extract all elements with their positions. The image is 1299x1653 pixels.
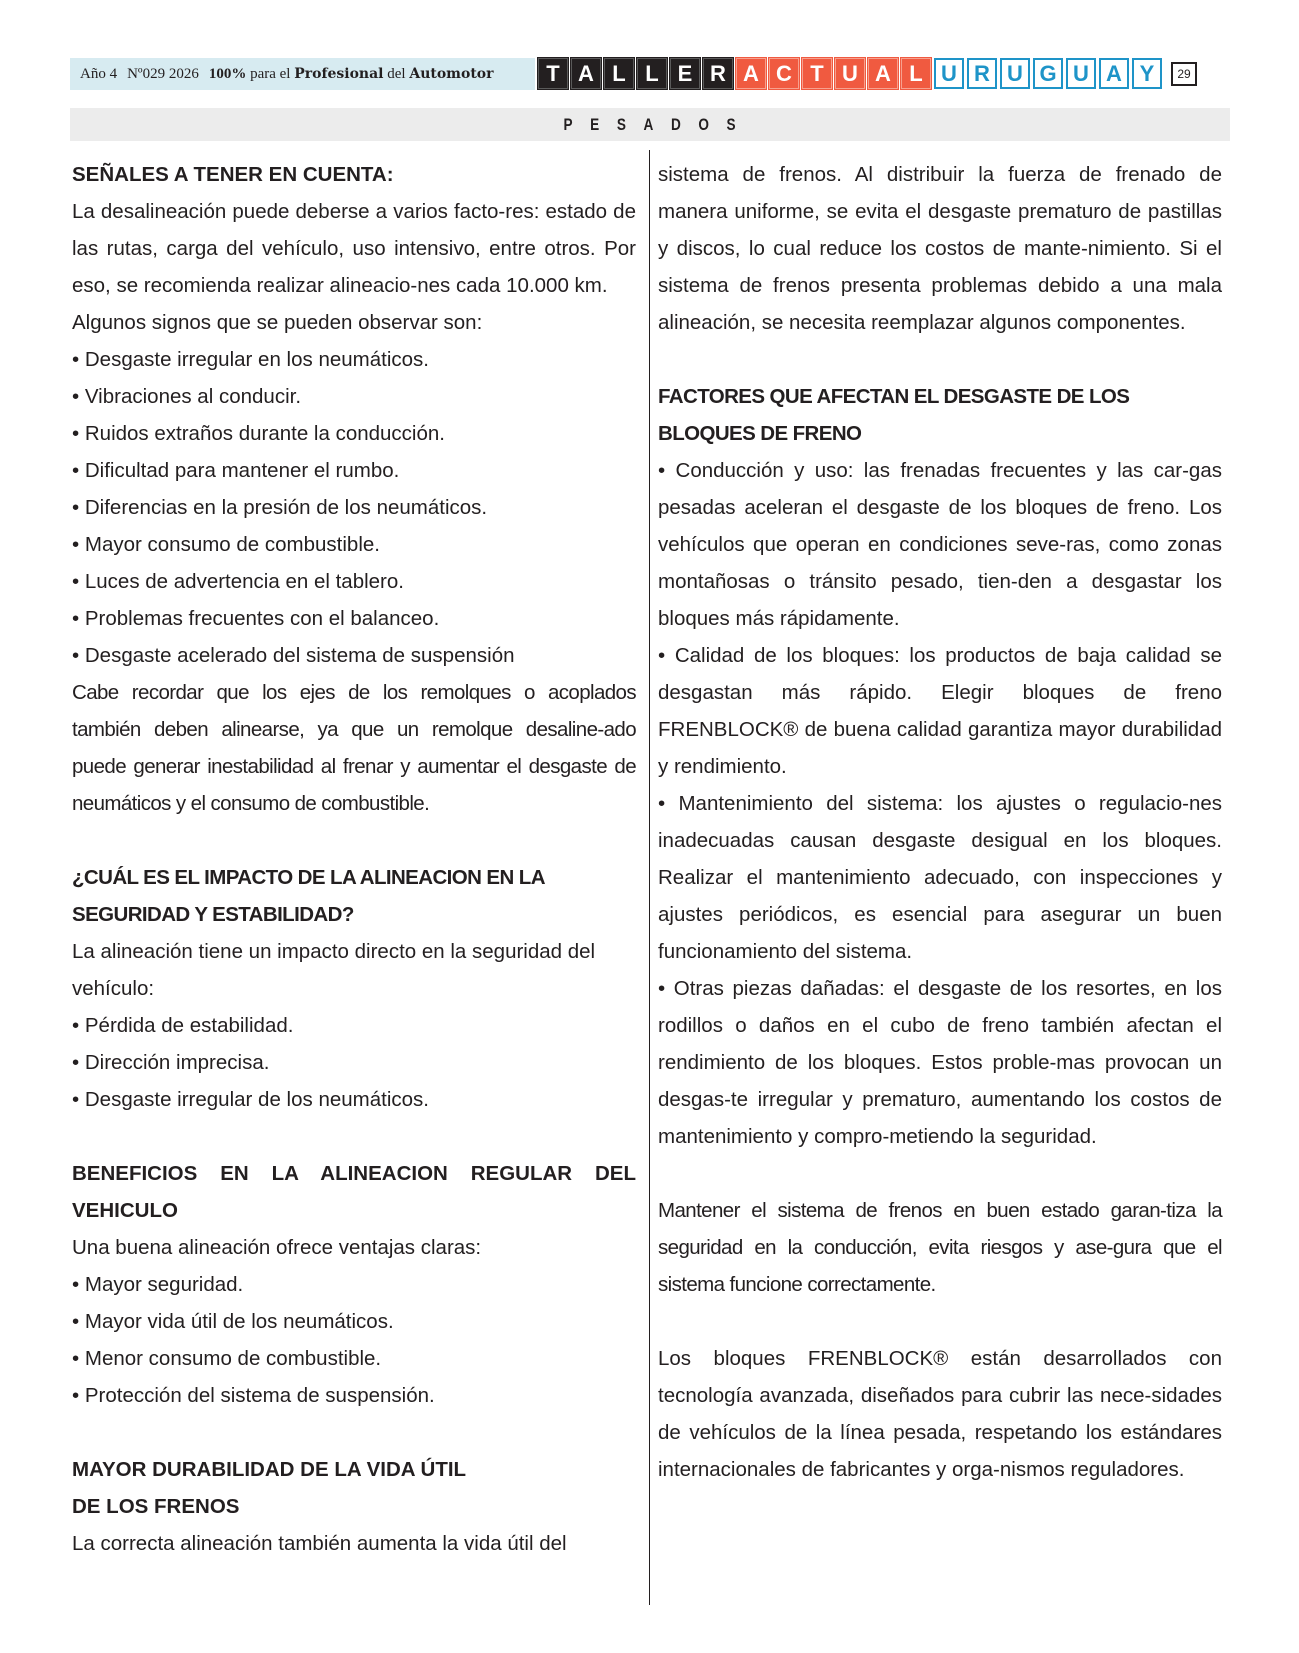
tagline-para: para el [250,65,291,82]
paragraph: La alineación tiene un impacto directo en la seguridad del vehículo: [72,940,596,1000]
paragraph: La correcta alineación también aumenta la vida útil del [72,1532,567,1555]
section-title: PESADOS [563,114,754,134]
list-item: • Calidad de los bloques: los productos de baja calidad se desgastan más rápido. Elegir bloques de freno FRENBLOCK® de buena calidad garantiza mayor durabilidad y rendimiento. [658,644,1222,778]
list-item: • Conducción y uso: las frenadas frecuentes y las car-gas pesadas aceleran el desgaste de los bloques de freno. Los vehículos que operan en condiciones seve-ras, como zonas montañosas o tránsito pesado, tien-den a desgastar los bloques más rápidamente. [658,459,1222,630]
logo-letter: U [835,58,865,89]
list-item: • Luces de advertencia en el tablero. [72,570,404,593]
tagline-automotor: Automotor [409,66,494,82]
logo-letter: T [802,58,832,89]
left-column [72,156,636,1562]
list-item: • Pérdida de estabilidad. [72,1014,294,1037]
list-item: • Desgaste irregular de los neumáticos. [72,1088,429,1111]
tagline-percent: 100% [208,65,247,82]
list-item: • Desgaste acelerado del sistema de suspensión [72,644,515,667]
heading-factores: FACTORES QUE AFECTAN EL DESGASTE DE LOS BLOQUES DE FRENO [658,385,1130,445]
section-bar [70,108,1230,141]
logo-letter: R [967,58,997,89]
logo-letter: U [934,58,964,89]
page-number: 29 [1171,62,1197,86]
tagline-del: del [387,65,406,82]
list-item: • Protección del sistema de suspensión. [72,1384,435,1407]
logo-letter: C [769,58,799,89]
logo-letter: L [637,58,667,89]
logo-letter: U [1066,58,1096,89]
issue-year: Año 4 [80,65,118,82]
paragraph: Cabe recordar que los ejes de los remolques o acoplados también deben alinearse, ya que un remolque desaline-ado puede generar inestabilidad al frenar y aumentar el desgaste de neumáticos y el consumo de combustible. [72,681,636,815]
logo-letter: A [868,58,898,89]
logo-letter: A [571,58,601,89]
logo-letter: U [1000,58,1030,89]
list-item: • Dificultad para mantener el rumbo. [72,459,400,482]
logo-letter: Y [1132,58,1162,89]
paragraph: Algunos signos que se pueden observar son: [72,311,483,334]
paragraph: Mantener el sistema de frenos en buen estado garan-tiza la seguridad en la conducción, evita riesgos y ase-gura que el sistema funcione correctamente. [658,1199,1222,1296]
column-divider [649,150,650,1605]
issue-info [70,58,535,90]
list-item: • Mayor vida útil de los neumáticos. [72,1310,394,1333]
list-item: • Menor consumo de combustible. [72,1347,382,1370]
list-item: • Mayor consumo de combustible. [72,533,380,556]
heading-durabilidad-line2: DE LOS FRENOS [72,1495,240,1518]
logo-letter: T [538,58,568,89]
taller-actual-uruguay-logo [538,58,1197,90]
paragraph: La desalineación puede deberse a varios facto-res: estado de las rutas, carga del vehículo, uso intensivo, entre otros. Por eso, se recomienda realizar alineacio-nes cada 10.000 km. [72,200,636,297]
tagline-profesional: Profesional [294,66,384,82]
list-item: • Diferencias en la presión de los neumáticos. [72,496,488,519]
logo-letter: L [604,58,634,89]
logo-letter: L [901,58,931,89]
list-item: • Desgaste irregular en los neumáticos. [72,348,429,371]
logo-letter: R [703,58,733,89]
logo-letter: G [1033,58,1063,89]
list-item: • Problemas frecuentes con el balanceo. [72,607,440,630]
heading-senales: SEÑALES A TENER EN CUENTA: [72,163,394,186]
paragraph: Una buena alineación ofrece ventajas claras: [72,1236,482,1259]
heading-beneficios: BENEFICIOS EN LA ALINEACION REGULAR DEL VEHICULO [72,1162,636,1222]
right-column [658,156,1222,1488]
logo-letter: A [1099,58,1129,89]
masthead [70,58,1230,90]
logo-letter: E [670,58,700,89]
list-item: • Dirección imprecisa. [72,1051,270,1074]
paragraph: sistema de frenos. Al distribuir la fuerza de frenado de manera uniforme, se evita el desgaste prematuro de pastillas y discos, lo cual reduce los costos de mante-nimiento. Si el sistema de frenos presenta problemas debido a una mala alineación, se necesita reemplazar algunos componentes. [658,163,1222,334]
heading-durabilidad-line1: MAYOR DURABILIDAD DE LA VIDA ÚTIL [72,1458,467,1481]
paragraph: Los bloques FRENBLOCK® están desarrollados con tecnología avanzada, diseñados para cubrir las nece-sidades de vehículos de la línea pesada, respetando los estándares internacionales de fabricantes y orga-nismos reguladores. [658,1347,1222,1481]
list-item: • Mantenimiento del sistema: los ajustes o regulacio-nes inadecuadas causan desgaste desigual en los bloques. Realizar el mantenimiento adecuado, con inspecciones y ajustes periódicos, es esencial para asegurar un buen funcionamiento del sistema. [658,792,1222,963]
issue-number: Nº029 2026 [127,65,199,82]
logo-letter: A [736,58,766,89]
heading-impacto: ¿CUÁL ES EL IMPACTO DE LA ALINEACION EN LA SEGURIDAD Y ESTABILIDAD? [72,866,545,926]
list-item: • Mayor seguridad. [72,1273,244,1296]
list-item: • Ruidos extraños durante la conducción. [72,422,445,445]
list-item: • Vibraciones al conducir. [72,385,302,408]
list-item: • Otras piezas dañadas: el desgaste de los resortes, en los rodillos o daños en el cubo de freno también afectan el rendimiento de los bloques. Estos proble-mas provocan un desgas-te irregular y prematuro, aumentando los costos de mantenimiento y compro-metiendo la seguridad. [658,977,1222,1148]
